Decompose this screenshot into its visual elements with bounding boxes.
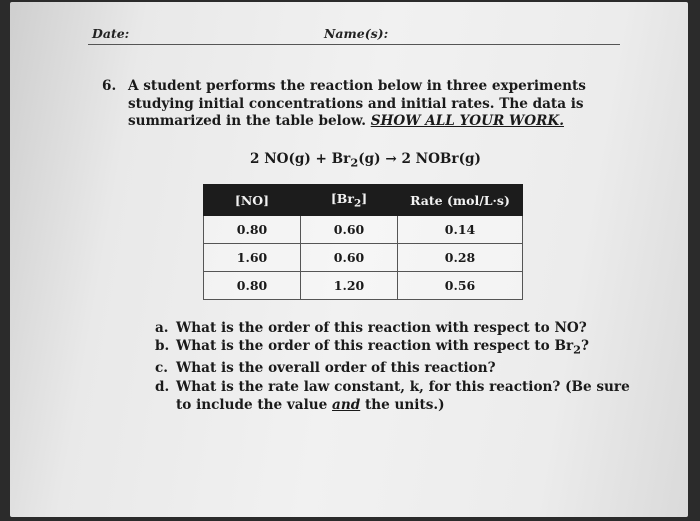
header-br2-pre: [Br [330,190,354,206]
sub-question-d [155,378,635,415]
header-br2-sub: 2 [353,197,362,210]
cell-no: 0.80 [204,272,301,300]
cell-rate: 0.56 [398,272,523,300]
question-6 [102,78,632,131]
table-row [204,272,523,300]
question-number: 6. [102,78,117,94]
question-prompt: A student performs the reaction below in three experiments studying initial concentrations and initial rates. The data is summarized in the table below. [128,78,586,129]
question-text [128,78,632,131]
equation-right: (g) → 2 NOBr(g) [358,151,481,167]
question-emphasis: SHOW ALL YOUR WORK. [370,113,564,129]
equation-subscript: 2 [350,155,359,170]
date-label: Date: [92,26,130,41]
cell-br2: 1.20 [301,272,398,300]
header-divider [88,44,620,45]
header-no: [NO] [204,185,301,216]
part-label: b. [155,338,170,355]
worksheet-page [10,2,688,517]
part-label: a. [155,320,169,336]
part-emphasis: and [332,396,361,413]
sub-questions [155,319,635,414]
table-header-row [204,185,523,216]
part-text: What is the overall order of this reaction? [176,360,496,377]
cell-rate: 0.14 [398,216,523,244]
part-text-end: the units.) [360,396,445,413]
names-label: Name(s): [324,26,389,41]
part-label: d. [155,378,170,395]
equation-left: 2 NO(g) + Br [250,151,351,167]
header-br2-post: ] [361,190,368,206]
part-label: c. [155,360,169,377]
sub-question-b [155,337,635,359]
part-text: What is the rate law constant, k, for this reaction? (Be sure to include the value [176,378,630,413]
cell-br2: 0.60 [301,244,398,272]
cell-no: 0.80 [204,216,301,244]
cell-br2: 0.60 [301,216,398,244]
cell-rate: 0.28 [398,244,523,272]
sub-question-a [155,319,635,337]
part-text: What is the order of this reaction with respect to Br [176,338,574,355]
sub-question-c [155,359,635,377]
table-row [204,216,523,244]
part-text: What is the order of this reaction with respect to NO? [176,320,587,336]
cell-no: 1.60 [204,244,301,272]
table-row [204,244,523,272]
header-rate: Rate (mol/L·s) [398,185,523,216]
reaction-equation [250,151,481,170]
part-text-end: ? [581,338,589,355]
header-br2 [301,185,398,216]
part-subscript: 2 [573,343,582,358]
rate-data-table [203,184,523,300]
